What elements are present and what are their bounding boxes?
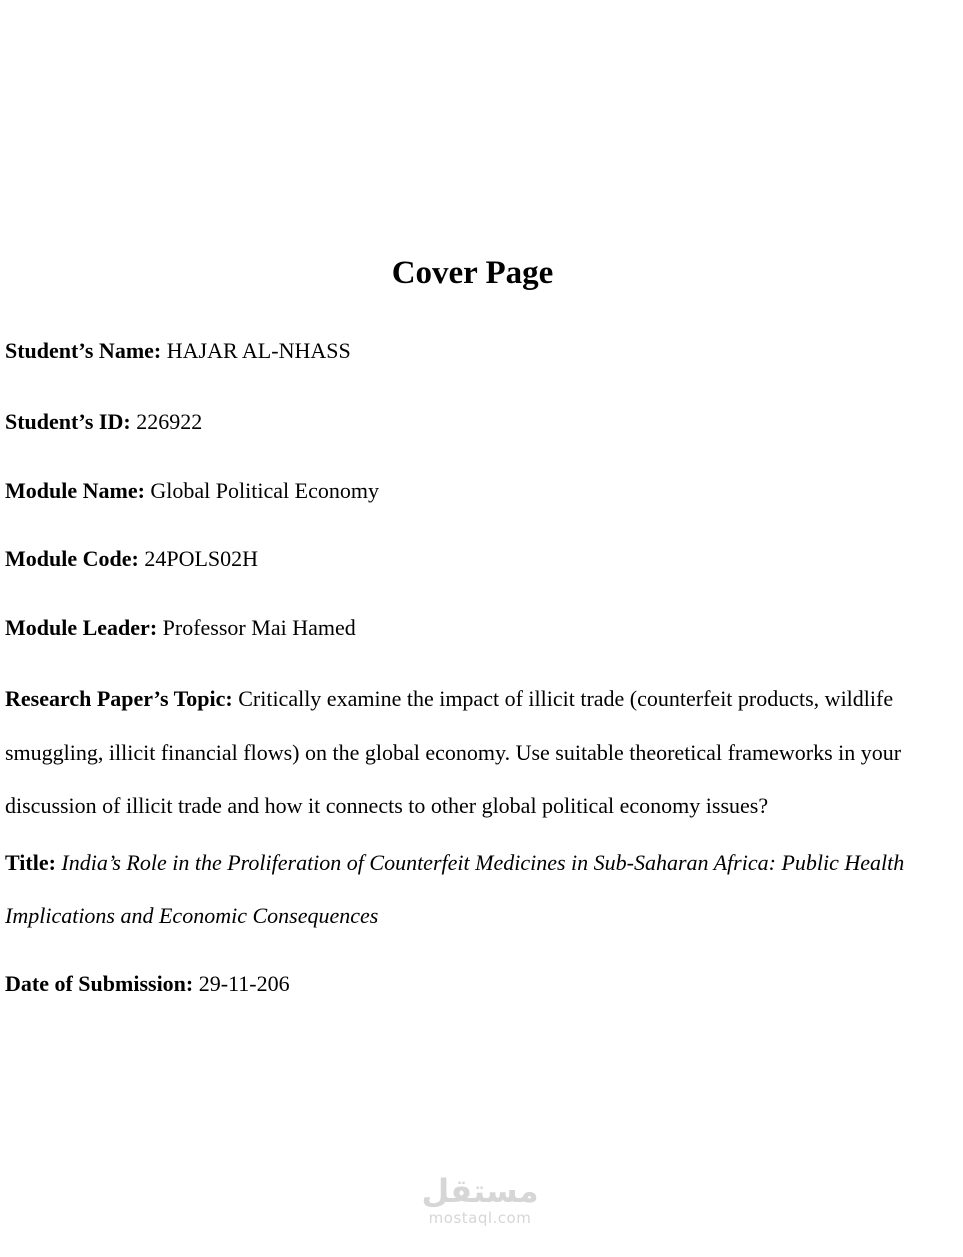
research-topic-value: Critically examine the impact of illicit trade (counterfeit products, wildlife smuggling, illicit financial flows) on the global economy. Use suitable theoretical frameworks in your discussion of illicit trade and how it connects to other global political economy issues? [5, 686, 902, 818]
page-title: Cover Page [391, 255, 554, 291]
module-leader-label: Module Leader: [5, 615, 158, 640]
paper-title-value: India’s Role in the Proliferation of Counterfeit Medicines in Sub-Saharan Africa: Public Health Implications and Economic Consequences [5, 850, 905, 928]
student-name-field [5, 337, 955, 365]
student-id-value: 226922 [136, 409, 203, 434]
paper-title-label: Title: [5, 850, 56, 875]
module-leader-value: Professor Mai Hamed [162, 615, 356, 640]
research-topic-field [5, 672, 955, 833]
module-name-label: Module Name: [5, 478, 145, 503]
student-name-value: HAJAR AL-NHASS [166, 338, 351, 363]
module-name-field [5, 477, 955, 505]
watermark-latin: mostaql.com [428, 1209, 532, 1227]
submission-date-value: 29-11-206 [198, 971, 290, 996]
submission-date-field [5, 970, 955, 998]
research-topic-label: Research Paper’s Topic: [5, 686, 233, 711]
paper-title-field [5, 836, 955, 942]
module-code-field [5, 545, 955, 573]
submission-date-label: Date of Submission: [5, 971, 194, 996]
module-code-value: 24POLS02H [144, 546, 259, 571]
student-id-field [5, 408, 955, 436]
student-id-label: Student’s ID: [5, 409, 131, 434]
mostaql-watermark [400, 1172, 560, 1234]
student-name-label: Student’s Name: [5, 338, 162, 363]
watermark-arabic: مستقل [421, 1172, 539, 1210]
module-name-value: Global Political Economy [150, 478, 379, 503]
module-leader-field [5, 614, 955, 642]
module-code-label: Module Code: [5, 546, 139, 571]
